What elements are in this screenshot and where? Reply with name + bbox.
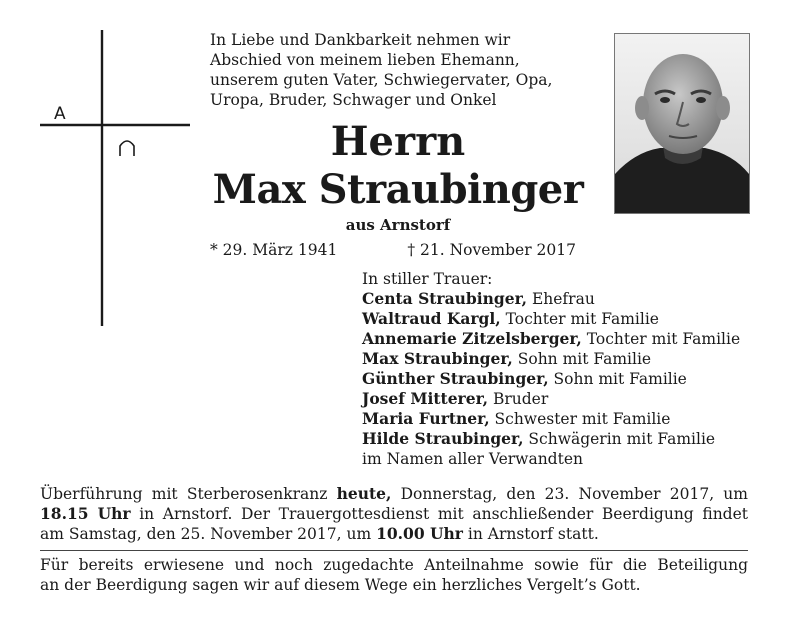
thanks-line: an der Beerdigung sagen wir auf diesem Wege ein herzliches Vergelt’s Gott. (40, 576, 641, 594)
birth-date: * 29. März 1941 (210, 241, 338, 259)
mourners-footer: im Namen aller Verwandten (362, 450, 583, 468)
list-item (362, 289, 752, 309)
mourner-name: Maria Furtner, (362, 409, 490, 428)
funeral-text: in Arnstorf statt. (462, 525, 599, 543)
mourner-name: Max Straubinger, (362, 349, 513, 368)
list-item (362, 309, 752, 329)
omega-symbol (120, 141, 134, 156)
intro-line: Abschied von meinem lieben Ehemann, (210, 51, 520, 69)
mourner-relation: Ehefrau (527, 290, 595, 308)
list-item (362, 369, 752, 389)
portrait-photo (614, 33, 750, 214)
thanks-text (40, 555, 748, 595)
origin: aus Arnstorf (345, 216, 451, 234)
funeral-info (40, 484, 748, 544)
mourner-name: Günther Straubinger, (362, 369, 549, 388)
intro-line: unserem guten Vater, Schwiegervater, Opa, (210, 71, 553, 89)
mourner-relation: Tochter mit Familie (500, 310, 659, 328)
mourner-relation: Sohn mit Familie (548, 370, 687, 388)
mourner-relation: Bruder (488, 390, 549, 408)
funeral-line (40, 524, 748, 544)
mourner-relation: Schwester mit Familie (489, 410, 671, 428)
mourner-name: Hilde Straubinger, (362, 429, 524, 448)
mourner-name: Josef Mitterer, (362, 389, 489, 408)
alpha-symbol: A (54, 104, 66, 124)
list-item (362, 409, 752, 429)
funeral-text: Donnerstag, den 23. November 2017, um (391, 485, 748, 503)
mourner-relation: Sohn mit Familie (512, 350, 652, 368)
intro-line: Uropa, Bruder, Schwager und Onkel (210, 91, 497, 109)
mourner-name: Waltraud Kargl, (362, 309, 501, 328)
funeral-text: in Arnstorf. Der Trauergottesdienst mit anschließender Beerdigung findet (130, 505, 748, 523)
funeral-text: am Samstag, den 25. November 2017, um (40, 525, 377, 543)
intro-text (210, 30, 576, 110)
mourner-name: Annemarie Zitzelsberger, (362, 329, 582, 348)
list-item (362, 429, 752, 449)
deceased-name: Max Straubinger (212, 166, 584, 213)
mourner-name: Centa Straubinger, (362, 289, 528, 308)
intro-line: In Liebe und Dankbarkeit nehmen wir (210, 31, 511, 49)
mourner-relation: Tochter mit Familie (581, 330, 741, 348)
mourner-relation: Schwägerin mit Familie (523, 430, 716, 448)
salutation: Herrn (330, 118, 466, 165)
cross-alpha-omega-icon (0, 0, 200, 340)
funeral-emphasis: 10.00 Uhr (376, 524, 463, 543)
funeral-emphasis: 18.15 Uhr (40, 504, 131, 523)
thanks-line: Für bereits erwiesene und noch zugedachte Anteilnahme sowie für die Beteiligung (40, 556, 748, 574)
divider (40, 550, 748, 551)
funeral-line (40, 504, 748, 524)
funeral-line (40, 484, 748, 504)
mourners-heading: In stiller Trauer: (362, 270, 493, 288)
death-date: † 21. November 2017 (407, 241, 576, 259)
mourners-list (362, 269, 752, 469)
list-item (362, 349, 752, 369)
list-item (362, 329, 752, 349)
list-item (362, 389, 752, 409)
funeral-text: Überführung mit Sterberosenkranz (40, 485, 337, 503)
funeral-emphasis: heute, (336, 484, 392, 503)
